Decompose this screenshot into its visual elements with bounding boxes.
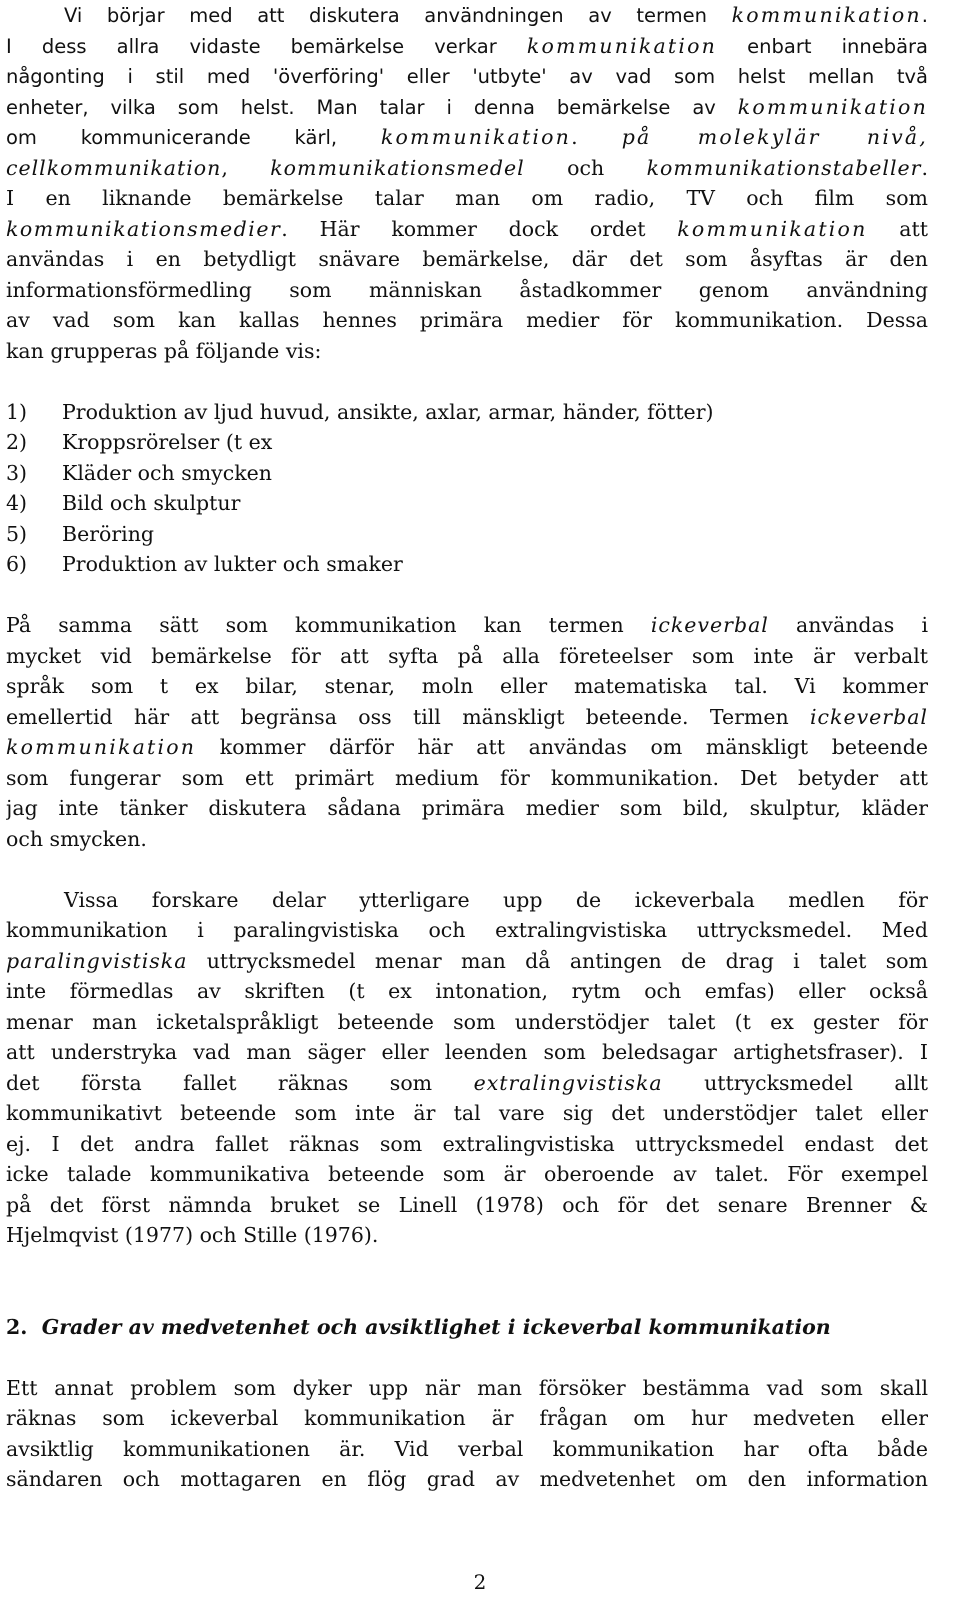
list-item: 4) Bild och skulptur [6, 491, 241, 515]
text-line: informationsförmedling som människan åstadkommer genom användning [6, 277, 928, 302]
paragraph-nonverbal [6, 610, 928, 854]
text-line: av vad som kan kallas hennes primära medier för kommunikation. Dessa [6, 308, 928, 332]
paragraph-paralinguistic [6, 885, 928, 1251]
text-line: enheter, vilka som helst. Man talar i denna bemärkelse av kommunikation [6, 94, 928, 119]
text-line: ej. I det andra fallet räknas som extralingvistiska uttrycksmedel endast det [6, 1131, 928, 1156]
text-line: kommunikation i paralingvistiska och extralingvistiska uttrycksmedel. Med [6, 918, 928, 942]
text-line: inte förmedlas av skriften (t ex intonation, rytm och emfas) eller också [6, 979, 928, 1003]
media-list [6, 397, 928, 580]
text-line: användas i en betydligt snävare bemärkelse, där det som åsyftas är den [6, 247, 928, 271]
list-item: 6) Produktion av lukter och smaker [6, 552, 403, 576]
text-line: om kommunicerande kärl, kommunikation. på molekylär nivå, [6, 125, 928, 149]
list-item: 5) Beröring [6, 521, 155, 546]
text-line: och smycken. [6, 826, 147, 851]
text-line: cellkommunikation, kommunikationsmedel och kommunikationstabeller. [6, 155, 928, 180]
section-heading: 2. Grader av medvetenhet och avsiktlighet i ickeverbal kommunikation [6, 1314, 831, 1339]
text-line: I en liknande bemärkelse talar man om radio, TV och film som [6, 186, 928, 210]
page-number: 2 [473, 1570, 487, 1594]
text-line: som fungerar som ett primärt medium för kommunikation. Det betyder att [6, 765, 928, 790]
text-line: paralingvistiska uttrycksmedel menar man då antingen de drag i talet som [6, 948, 928, 973]
text-line: någonting i stil med 'överföring' eller 'utbyte' av vad som helst mellan två [6, 65, 928, 88]
text-line: jag inte tänker diskutera sådana primära medier som bild, skulptur, kläder [6, 796, 928, 820]
paragraph-awareness [6, 1373, 928, 1495]
text-line: räknas som ickeverbal kommunikation är frågan om hur medveten eller [6, 1406, 928, 1430]
text-line: Hjelmqvist (1977) och Stille (1976). [6, 1223, 379, 1247]
list-item: 2) Kroppsrörelser (t ex [6, 430, 273, 454]
text-line: menar man icketalspråkligt beteende som understödjer talet (t ex gester för [6, 1009, 928, 1034]
text-line: Vissa forskare delar ytterligare upp de ickeverbala medlen för [64, 887, 928, 912]
text-line: på det först nämnda bruket se Linell (1978) och för det senare Brenner & [6, 1192, 928, 1217]
text-line: sändaren och mottagaren en flög grad av medvetenhet om den information [6, 1467, 928, 1491]
text-line: att understryka vad man säger eller leenden som beledsagar artighetsfraser). I [6, 1040, 928, 1064]
text-line: mycket vid bemärkelse för att syfta på alla företeelser som inte är verbalt [6, 643, 928, 668]
text-line: kommunikation kommer därför här att användas om mänskligt beteende [6, 735, 928, 759]
document-page [6, 0, 928, 1495]
text-line: På samma sätt som kommunikation kan termen ickeverbal användas i [6, 613, 928, 637]
text-line: avsiktlig kommunikationen är. Vid verbal kommunikation har ofta både [6, 1436, 928, 1461]
text-line: kommunikativt beteende som inte är tal vare sig det understödjer talet eller [6, 1101, 928, 1125]
paragraph-intro [6, 0, 928, 366]
text-line: det första fallet räknas som extralingvistiska uttrycksmedel allt [6, 1070, 928, 1095]
text-line: språk som t ex bilar, stenar, moln eller matematiska tal. Vi kommer [6, 674, 928, 698]
text-line: Ett annat problem som dyker upp när man försöker bestämma vad som skall [6, 1375, 928, 1400]
list-item: 1) Produktion av ljud huvud, ansikte, axlar, armar, händer, fötter) [6, 399, 714, 424]
text-line: Vi börjar med att diskutera användningen av termen kommunikation. [64, 3, 928, 27]
text-line: icke talade kommunikativa beteende som är oberoende av talet. För exempel [6, 1162, 928, 1186]
text-line: kommunikationsmedier. Här kommer dock ordet kommunikation att [6, 216, 928, 241]
list-item: 3) Kläder och smycken [6, 460, 272, 485]
text-line: kan grupperas på följande vis: [6, 338, 322, 363]
text-line: I dess allra vidaste bemärkelse verkar kommunikation enbart innebära [6, 33, 928, 58]
text-line: emellertid här att begränsa oss till mänskligt beteende. Termen ickeverbal [6, 704, 928, 729]
